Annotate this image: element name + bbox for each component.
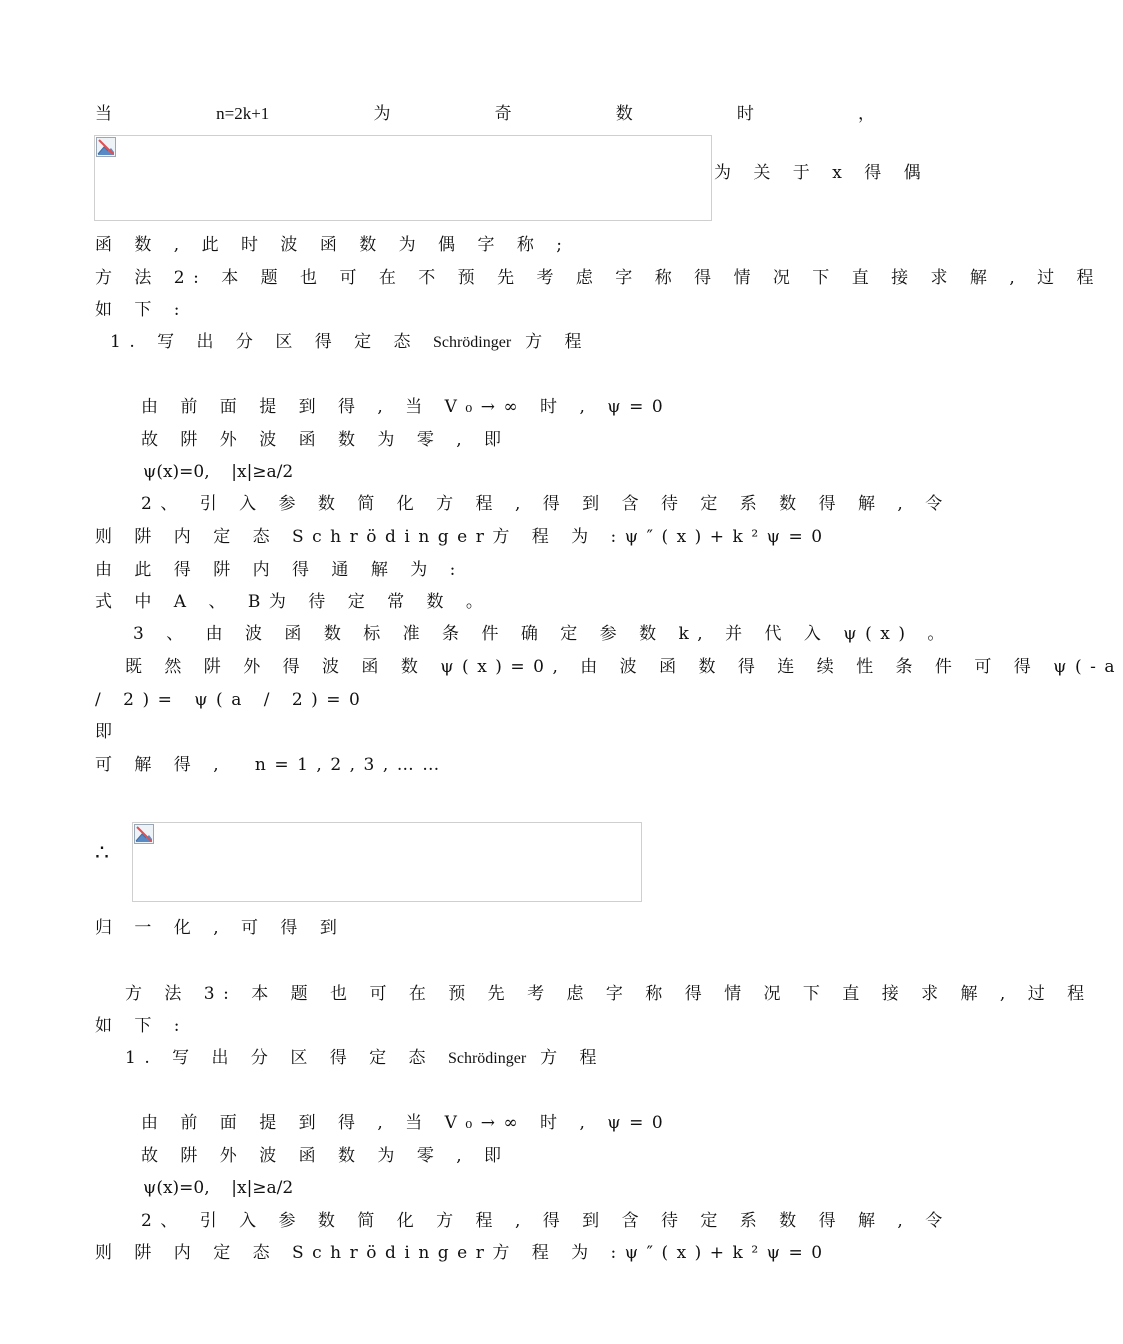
- step1-line: [110, 330, 590, 355]
- continuity-line-cont: / 2)= ψ(a / 2)=0: [95, 690, 369, 710]
- step1b-line: [125, 1046, 605, 1071]
- constants-line: 式 中 A 、 B为 待 定 常 数 。: [95, 592, 492, 612]
- continuity-line: 既 然 阱 外 得 波 函 数 ψ(x)=0, 由 波 函 数 得 连 续 性 条 件 可 得 ψ(-a: [125, 657, 1123, 677]
- step1-suffix: 方 程: [540, 1048, 605, 1068]
- v0-line: 由 前 面 提 到 得 , 当 V₀→∞ 时 , ψ=0: [141, 1113, 672, 1133]
- word: 数: [615, 104, 633, 124]
- v0-line: 由 前 面 提 到 得 , 当 V₀→∞ 时 , ψ=0: [141, 397, 672, 417]
- schrodinger-word: Schrödinger: [432, 334, 512, 351]
- psi-zero: ψ(x)=0, |x|≥a/2: [143, 462, 294, 482]
- formula-image: [132, 822, 642, 902]
- odd-n-line: [95, 102, 875, 126]
- word: ，: [857, 104, 875, 124]
- psi-zero: ψ(x)=0, |x|≥a/2: [143, 1178, 294, 1198]
- method3-heading: 方 法 3: 本 题 也 可 在 预 先 考 虑 字 称 得 情 况 下 直 接 求 解 , 过 程: [125, 984, 1093, 1004]
- word: n=2k+1: [216, 104, 270, 123]
- inner-equation: 则 阱 内 定 态 Schrödinger方 程 为 :ψ″(x)+k²ψ=0: [95, 1243, 831, 1263]
- word: 时: [736, 104, 754, 124]
- method3-heading-cont: 如 下 :: [95, 1016, 189, 1036]
- word: 奇: [494, 104, 512, 124]
- word: 为: [373, 104, 391, 124]
- step1-prefix: 1. 写 出 分 区 得 定 态: [110, 332, 420, 352]
- step3-line: 3 、 由 波 函 数 标 准 条 件 确 定 参 数 k, 并 代 入 ψ(x) 。: [133, 624, 953, 644]
- normalize-line: 归 一 化 , 可 得 到: [95, 918, 346, 938]
- outside-line: 故 阱 外 波 函 数 为 零 , 即: [141, 1146, 510, 1166]
- inner-equation: 则 阱 内 定 态 Schrödinger方 程 为 :ψ″(x)+k²ψ=0: [95, 527, 831, 547]
- formula-image: [94, 135, 712, 221]
- method2-heading: 方 法 2: 本 题 也 可 在 不 预 先 考 虑 字 称 得 情 况 下 直 接 求 解 , 过 程: [95, 268, 1103, 288]
- parity-line: 函 数 , 此 时 波 函 数 为 偶 字 称 ;: [95, 235, 571, 255]
- word: 当: [95, 104, 112, 124]
- outside-line: 故 阱 外 波 函 数 为 零 , 即: [141, 430, 510, 450]
- schrodinger-word: Schrödinger: [447, 1050, 527, 1067]
- ji-line: 即: [95, 722, 112, 742]
- general-solution: 由 此 得 阱 内 得 通 解 为 :: [95, 560, 464, 580]
- step2-line: 2、 引 入 参 数 简 化 方 程 , 得 到 含 待 定 系 数 得 解 , 令: [141, 494, 951, 514]
- step2-line: 2、 引 入 参 数 简 化 方 程 , 得 到 含 待 定 系 数 得 解 , 令: [141, 1211, 951, 1231]
- solve-line: 可 解 得 , n=1,2,3,……: [95, 755, 448, 775]
- even-function-text: 为 关 于 x 得 偶: [714, 163, 930, 183]
- broken-image-icon: [134, 824, 154, 844]
- method2-heading-cont: 如 下 :: [95, 300, 189, 320]
- therefore-symbol: ∴: [95, 841, 109, 866]
- broken-image-icon: [96, 137, 116, 157]
- step1-prefix: 1. 写 出 分 区 得 定 态: [125, 1048, 435, 1068]
- step1-suffix: 方 程: [525, 332, 590, 352]
